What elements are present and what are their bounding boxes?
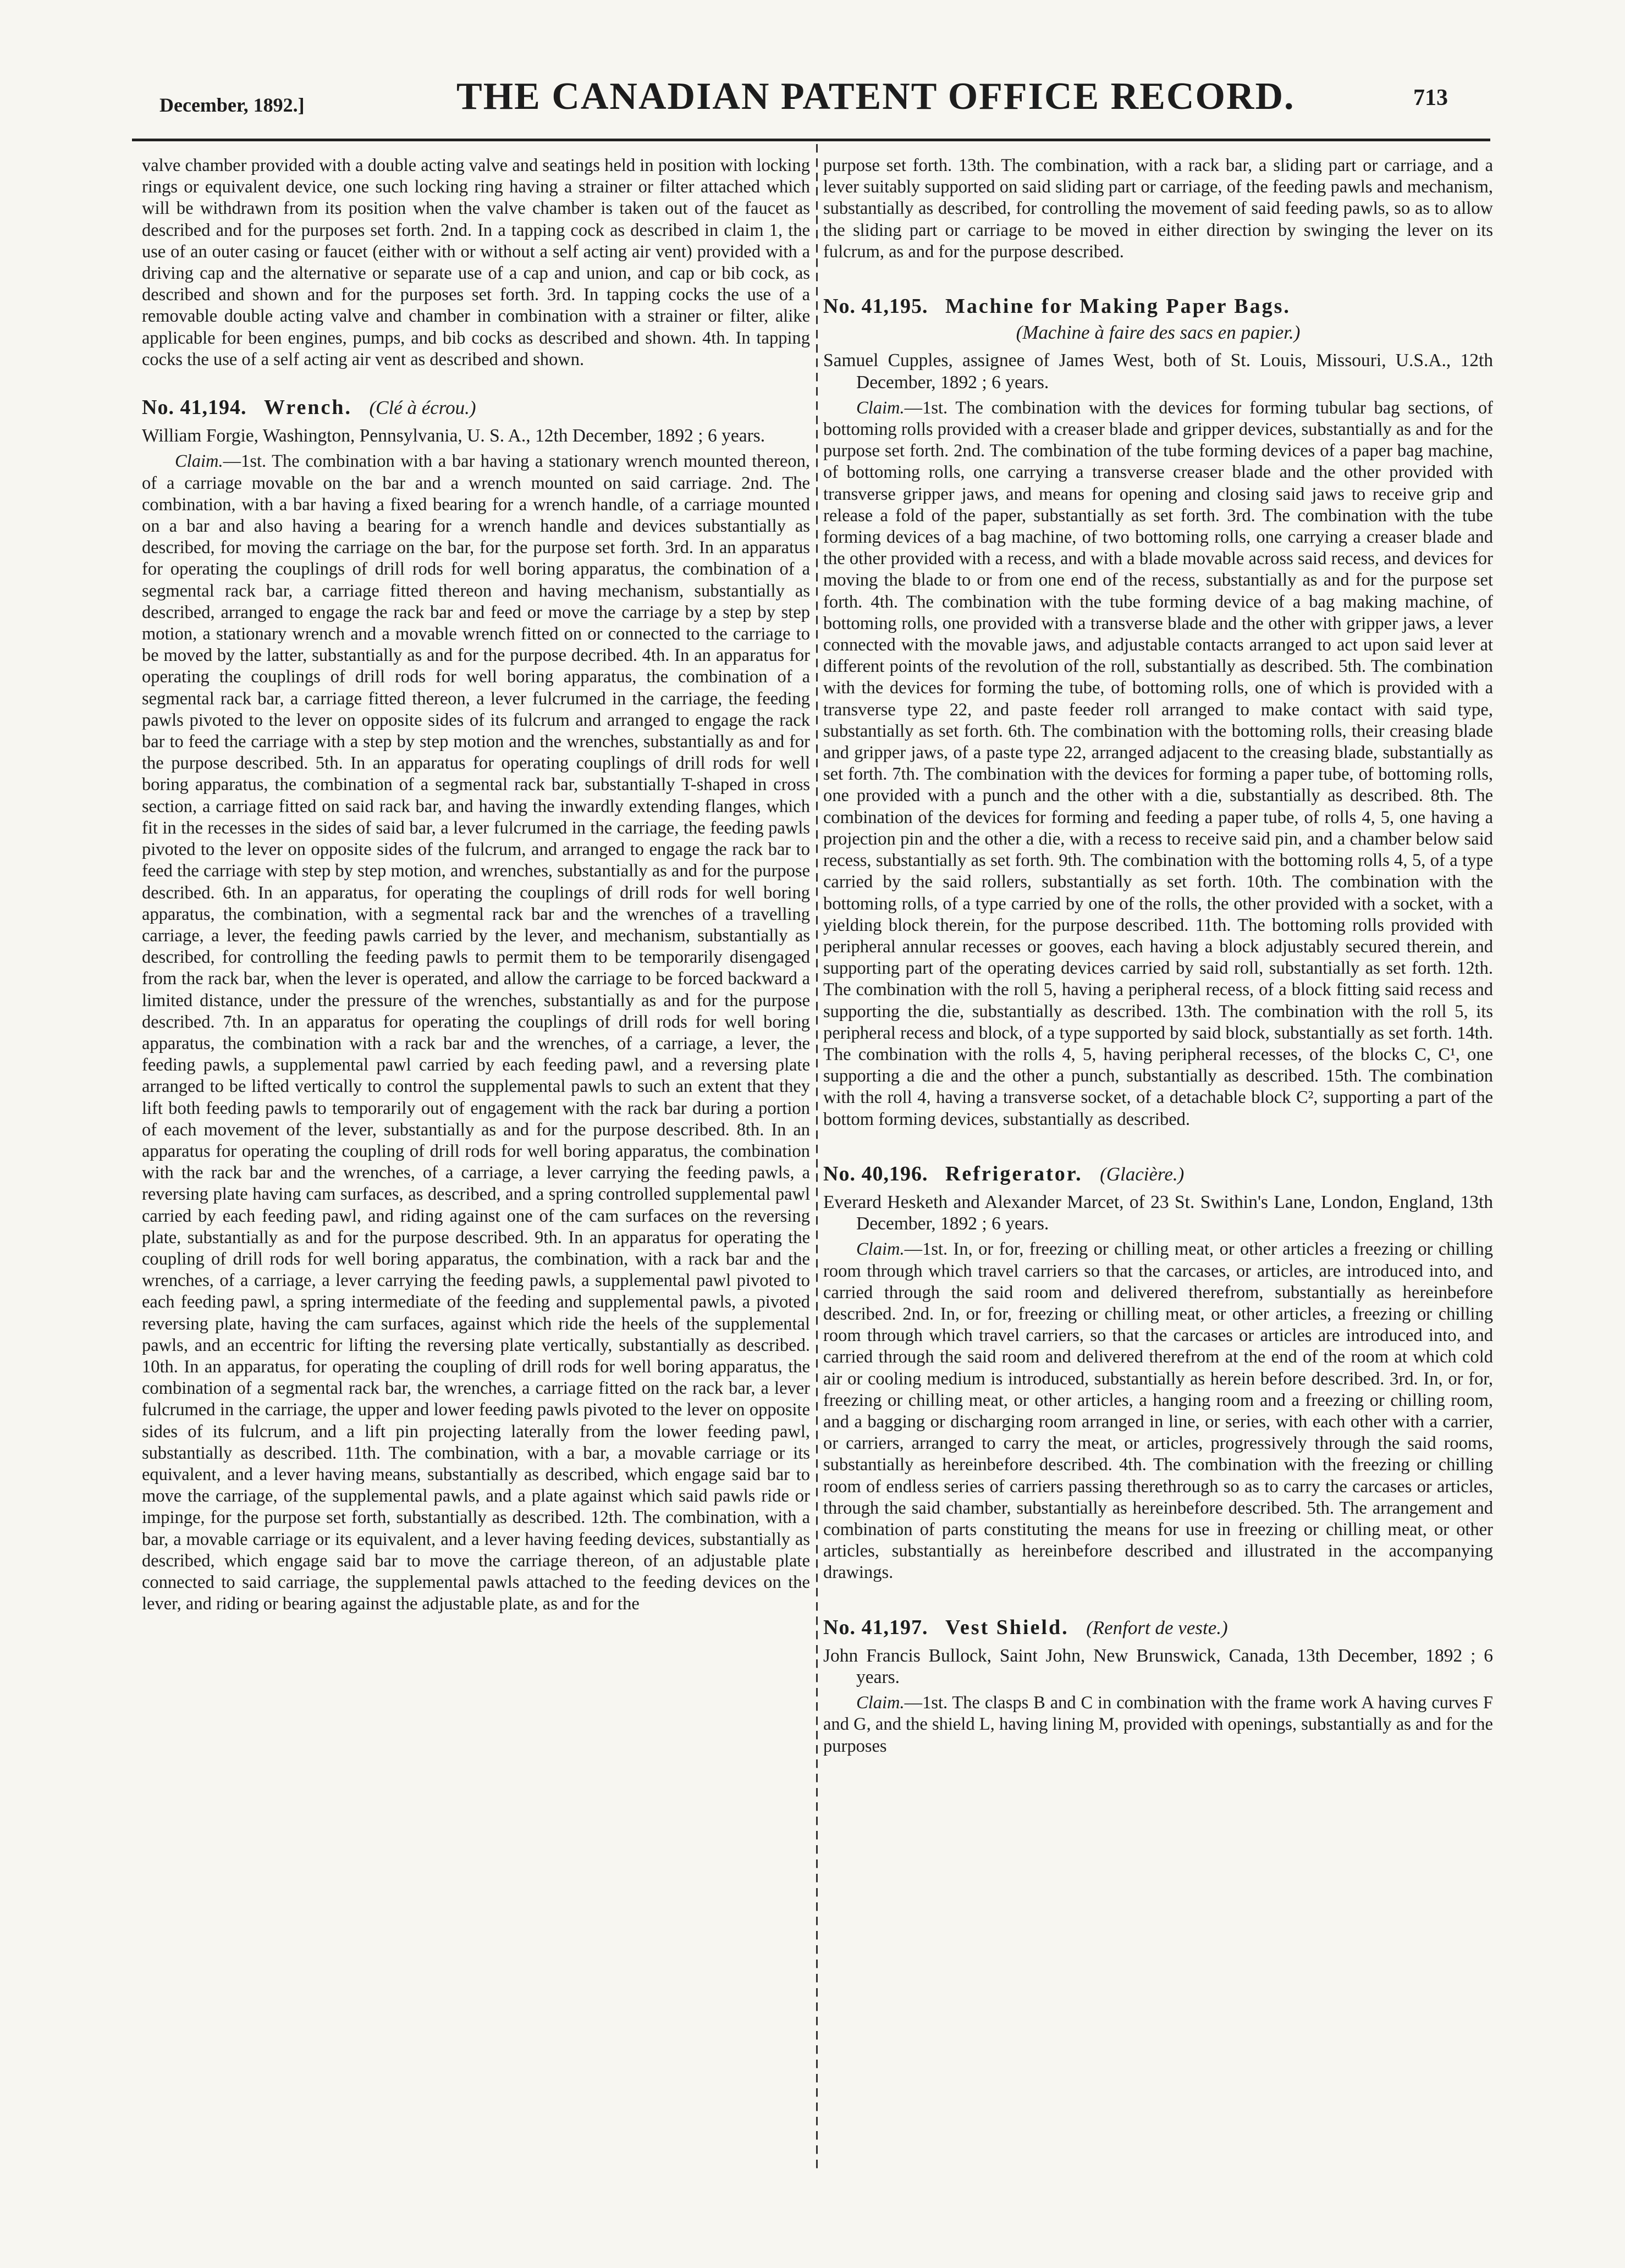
patent-title: Wrench.: [263, 396, 352, 420]
patent-french-title: (Clé à écrou.): [369, 397, 476, 419]
page-header: [148, 71, 1490, 132]
patent-title: Vest Shield.: [945, 1615, 1069, 1639]
patent-heading: [823, 1617, 1493, 1638]
patent-inventor: Everard Hesketh and Alexander Marcet, of 23 St. Swithin's Lane, London, England, 13th December, 1892 ; 6 years.: [823, 1191, 1493, 1234]
left-continuation-text: valve chamber provided with a double acting valve and seatings held in position with locking rings or equivalent device, one such locking ring having a strainer or filter attached which will be withdrawn from its position when the valve chamber is taken out of the faucet as described and for the purposes set forth. 2nd. In a tapping cock as described in claim 1, the use of an outer casing or faucet (either with or without a self acting air vent) provided with a driving cap and the alternative or separate use of a cap and union, and cap or bib cock, as described and shown and for the purposes set forth. 3rd. In tapping cocks the use of a removable double acting valve and chamber in combination with a strainer or filter, alike applicable for been engines, pumps, and bib cocks as described and shown. 4th. In tapping cocks the use of a self acting air vent as described and shown.: [142, 156, 810, 369]
patent-french-title: (Glacière.): [1100, 1163, 1185, 1185]
claim-label: Claim.: [856, 398, 905, 418]
header-title: THE CANADIAN PATENT OFFICE RECORD.: [456, 75, 1295, 118]
claim-label: Claim.: [175, 451, 223, 472]
header-rule: [132, 139, 1490, 141]
claim-label: Claim.: [856, 1239, 905, 1260]
right-column: [823, 155, 1493, 1757]
patent-number: No. 40,196.: [823, 1162, 928, 1185]
left-column: [142, 155, 810, 1615]
patent-french-title: (Machine à faire des sacs en papier.): [1016, 322, 1301, 344]
patent-inventor: William Forgie, Washington, Pennsylvania, U. S. A., 12th December, 1892 ; 6 years.: [142, 426, 765, 446]
patent-title: Machine for Making Paper Bags.: [945, 295, 1291, 318]
claim-text: —1st. In, or for, freezing or chilling meat, or other articles a freezing or chilling room through which travel carriers so that the carcases, or articles, are introduced into, and carried through the said room and delivered therefrom, substantially as hereinbefore described. 2nd. In, or for, freezing or chilling meat, or other articles, a freezing or chilling room through which travel carriers, so that the carcases or articles are introduced into, and carried through the said room and delivered therefrom at the end of the room at which cold air or cooling medium is introduced, substantially as herein before described. 3rd. In, or for, freezing or chilling meat, or other articles, a hanging room and a freezing or chilling room, and a bagging or discharging room arranged in line, or series, with each other with a carrier, or carriers, arranged to carry the meat, or articles, progressively through the said rooms, substantially as hereinbefore described. 4th. The combination with the freezing or chilling room of endless series of carriers passing therethrough so as to carry the carcases or articles, through the said chamber, substantially as hereinbefore described. 5th. The arrangement and combination of parts constituting the means for use in freezing or chilling meat, or other articles, substantially as hereinbefore described and illustrated in the accompanying drawings.: [823, 1239, 1493, 1583]
right-continuation-text: purpose set forth. 13th. The combination, with a rack bar, a sliding part or carriage, and a lever suitably supported on said sliding part or carriage, of the feeding pawls and mechanism, substantially as described, for controlling the movement of said feeding pawls, so as to allow the sliding part or carriage to be moved in either direction by swinging the lever on its fulcrum, as and for the purpose described.: [823, 156, 1493, 262]
patent-number: No. 41,194.: [142, 396, 247, 420]
patent-claims: [823, 1239, 1493, 1583]
claim-text: —1st. The combination with a bar having a stationary wrench mounted thereon, of a carriage movable on the bar and a wrench mounted on said carriage. 2nd. The combination, with a bar having a fixed bearing for a wrench handle, of a carriage mounted on a bar and also having a bearing for a wrench handle and devices substantially as described, for moving the carriage on the bar, for the purpose set forth. 3rd. In an apparatus for operating the couplings of drill rods for well boring apparatus, the combination of a segmental rack bar, a carriage fitted thereon and having mechanism, substantially as described, arranged to engage the rack bar and feed or move the carriage by a step by step motion, a stationary wrench and a movable wrench fitted on or connected to the carriage to be moved by the latter, substantially as and for the purpose decribed. 4th. In an apparatus for operating the couplings of drill rods for well boring apparatus, the combination of a segmental rack bar, a carriage fitted thereon, a lever fulcrumed in the carriage, the feeding pawls pivoted to the lever on opposite sides of its fulcrum and arranged to engage the rack bar to feed the carriage with a step by step motion and the wrenches, substantially as and for the purpose described. 5th. In an apparatus for operating couplings of drill rods for well boring apparatus, the combination of a segmental rack bar, substantially T-shaped in cross section, a carriage fitted on said rack bar, and having the inwardly extending flanges, which fit in the recesses in the sides of said bar, a lever fulcrumed in the carriage, the feeding pawls pivoted to the lever on opposite sides of the fulcrum, and arranged to engage the rack bar to feed the carriage with step by step motion, and wrenches, substantially as and for the purpose described. 6th. In an apparatus, for operating the couplings of drill rods for well boring apparatus, the combination, with a segmental rack bar and the wrenches of a travelling carriage, a lever, the feeding pawls carried by the lever, and mechanism, substantially as described, for controlling the feeding pawls to permit them to be temporarily disengaged from the rack bar, when the lever is operated, and allow the carriage to be forced backward a limited distance, under the pressure of the wrenches, substantially as and for the purpose described. 7th. In an apparatus for operating the couplings of drill rods for well boring apparatus, the combination with a rack bar and the wrenches, of a carriage, a lever, the feeding pawls, a supplemental pawl carried by each feeding pawl, and a reversing plate arranged to be lifted vertically to control the supplemental pawls to such an extent that they lift both feeding pawls to temporarily out of engagement with the rack bar during a portion of each movement of the lever, substantially as and for the purpose described. 8th. In an apparatus for operating the coupling of drill rods for well boring apparatus, the combination with the rack bar and the wrenches, of a carriage, a lever carrying the feeding pawls, a reversing plate having cam surfaces, as described, and a spring controlled supplemental pawl carried by each feeding pawl, and riding against one of the cam surfaces on the reversing plate, substantially as and for the purpose described. 9th. In an apparatus for operating the coupling of drill rods for well boring apparatus, the combination, with a rack bar and the wrenches, of a carriage, a lever carrying the feeding pawls, a supplemental pawl pivoted to each feeding pawl, a spring intermediate of the feeding and supplemental pawls, a pivoted reversing plate, having the cam surfaces, against which ride the heels of the supplemental pawls, and an eccentric for lifting the reversing plate vertically, substantially as described. 10th. In an apparatus, for operating the coupling of drill rods for well boring apparatus, the combination of a segmental rack bar, the wrenches, a carriage fitted on the rack bar, a lever fulcrumed in the carriage, the upper and lower feeding pawls pivoted to the lever on opposite sides of its fulcrum, and a lift pin projecting laterally from the lower feeding pawl, substantially as described. 11th. The combination, with a bar, a movable carriage or its equivalent, and a lever having means, substantially as described, which engage said bar to move the carriage, of the supplemental pawls, and a plate against which said pawls ride or impinge, for the purpose set forth, substantially as described. 12th. The combination, with a bar, a movable carriage or its equivalent, and a lever having feeding devices, substantially as described, which engage said bar to move the carriage thereon, of an adjustable plate connected to said carriage, the supplemental pawls attached to the feeding devices on the lever, and riding or bearing against the adjustable plate, as and for the: [142, 451, 810, 1614]
patent-number: No. 41,195.: [823, 295, 928, 318]
column-divider: [816, 144, 818, 2173]
claim-text: —1st. The combination with the devices for forming tubular bag sections, of bottoming rolls provided with a creaser blade and gripper devices, substantially as and for the purpose set forth. 2nd. The combination of the tube forming devices of a paper bag machine, of bottoming rolls, one carrying a transverse creaser blade and the other provided with transverse gripper jaws, and means for opening and closing said jaws to receive grip and release a fold of the paper, substantially as set forth. 3rd. The combination with the tube forming devices of a bag machine, of two bottoming rolls, one carrying a creaser blade and the other provided with a recess, and with a blade movable across said recess, and devices for moving the blade to or from one end of the recess, substantially as and for the purpose set forth. 4th. The combination with the tube forming device of a bag making machine, of bottoming rolls, one provided with a transverse blade and the other with gripper jaws, a lever connected with the movable jaws, and adjustable contacts arranged to act upon said lever at different points of the revolution of the roll, substantially as described. 5th. The combination with the devices for forming the tube, of bottoming rolls, one of which is provided with a transverse type 22, and paste feeder roll arranged to make contact with said type, substantially as set forth. 6th. The combination with the bottoming rolls, their creasing blade and gripper jaws, of a paste type 22, arranged adjacent to the creasing blade, substantially as set forth. 7th. The combination with the devices for forming a paper tube, of bottoming rolls, one provided with a punch and the other with a die, substantially as described. 8th. The combination of the devices for forming and feeding a paper tube, of rolls 4, 5, one having a projection pin and the other a die, with a recess to receive said pin, and a chamber below said recess, substantially as set forth. 9th. The combination with the bottoming rolls 4, 5, of a type carried by the said rollers, substantially as set forth. 10th. The combination with the bottoming rolls, of a type carried by one of the rolls, the other provided with a socket, with a yielding block therein, for the purpose described. 11th. The bottoming rolls provided with peripheral annular recesses or gooves, each having a block adjustably secured therein, and supporting part of the operating devices carried by said roll, substantially as set forth. 12th. The combination with the roll 5, having a peripheral recess, of a block fitting said recess and supporting the die, substantially as described. 13th. The combination with the roll 5, its peripheral recess and block, of a type supported by said block, substantially as set forth. 14th. The combination with the rolls 4, 5, having peripheral recesses, of the blocks C, C¹, one supporting a die and the other a punch, substantially as described. 15th. The combination with the roll 4, having a transverse socket, of a detachable block C², supporting a part of the bottom forming devices, substantially as described.: [823, 398, 1493, 1129]
claim-label: Claim.: [856, 1693, 905, 1713]
patent-french-title: (Renfort de veste.): [1086, 1616, 1228, 1638]
header-date: December, 1892.]: [159, 94, 305, 116]
patent-claims: [823, 1692, 1493, 1757]
patent-claims: [142, 451, 810, 1615]
patent-inventor: Samuel Cupples, assignee of James West, both of St. Louis, Missouri, U.S.A., 12th December, 1892 ; 6 years.: [823, 350, 1493, 393]
patent-number: No. 41,197.: [823, 1615, 928, 1639]
claim-text: —1st. The clasps B and C in combination with the frame work A having curves F and G, and the shield L, having lining M, provided with openings, substantially as and for the purposes: [823, 1693, 1493, 1756]
patent-heading: [142, 397, 810, 418]
patent-heading: [823, 1163, 1493, 1185]
patent-inventor: John Francis Bullock, Saint John, New Brunswick, Canada, 13th December, 1892 ; 6 years.: [823, 1645, 1493, 1687]
patent-claims: [823, 398, 1493, 1130]
patent-title: Refrigerator.: [945, 1162, 1083, 1185]
header-page-number: 713: [1413, 85, 1448, 111]
patent-heading: [823, 296, 1493, 317]
